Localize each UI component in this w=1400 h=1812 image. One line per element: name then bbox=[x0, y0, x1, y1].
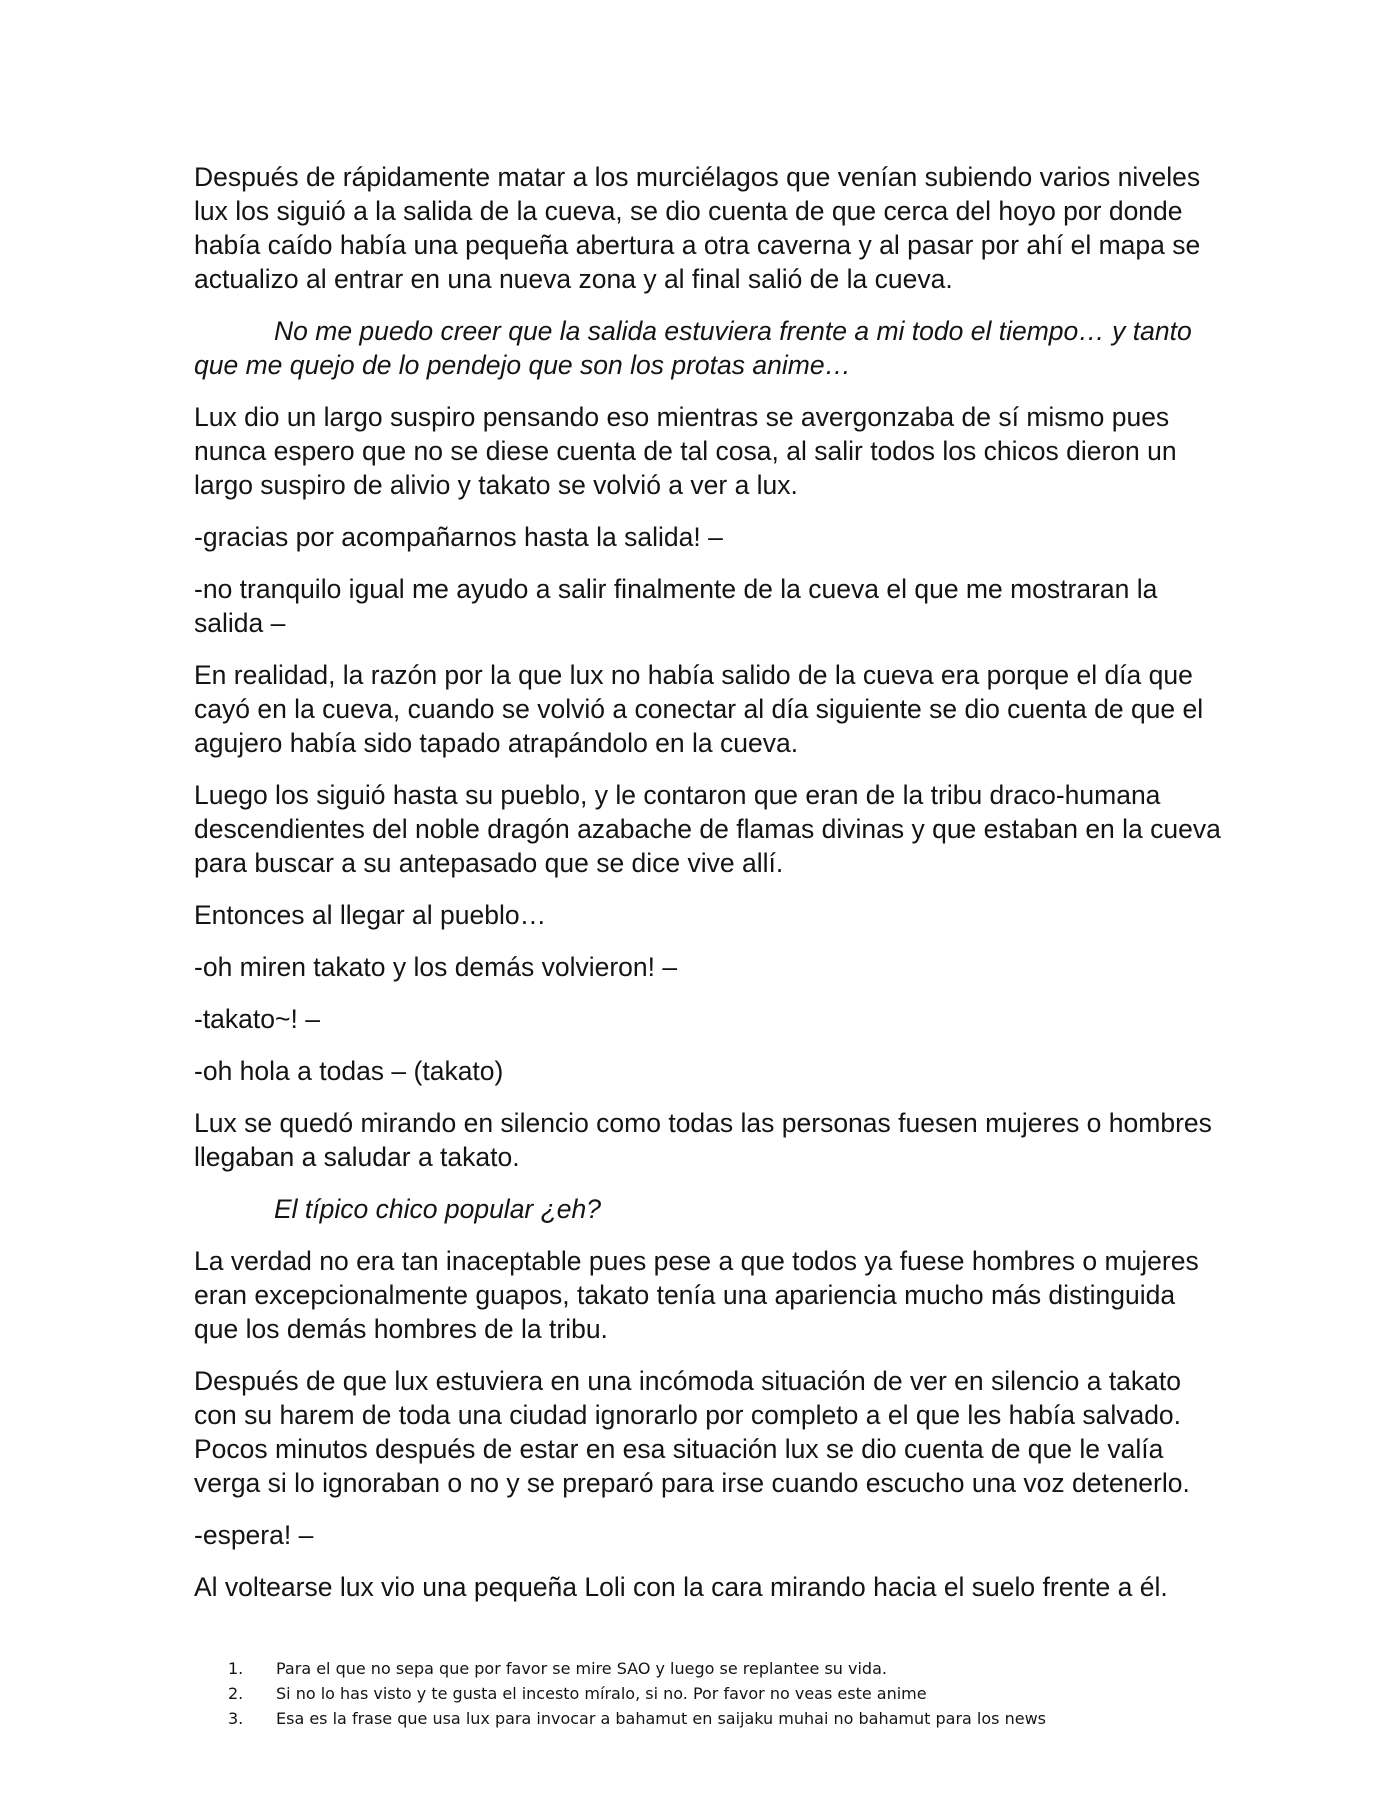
dialogue-line: -espera! – bbox=[194, 1520, 314, 1550]
footnote-text: Si no lo has visto y te gusta el incesto míralo, si no. Por favor no veas este anime bbox=[276, 1684, 927, 1703]
paragraph: Lux dio un largo suspiro pensando eso mientras se avergonzaba de sí mismo pues nunca espero que no se diese cuenta de tal cosa, al salir todos los chicos dieron un largo suspiro de alivio y takato se volvió a ver a lux. bbox=[194, 402, 1177, 500]
footnote-item bbox=[228, 1681, 1228, 1706]
dialogue-line: -oh miren takato y los demás volvieron! – bbox=[194, 952, 678, 982]
paragraph: Después de rápidamente matar a los murciélagos que venían subiendo varios niveles lux los siguió a la salida de la cueva, se dio cuenta de que cerca del hoyo por donde había caído había una pequeña abertura a otra caverna y al pasar por ahí el mapa se actualizo al entrar en una nueva zona y al final salió de la cueva. bbox=[194, 162, 1201, 294]
footnote-text: Para el que no sepa que por favor se mire SAO y luego se replantee su vida. bbox=[276, 1659, 887, 1678]
paragraph: Lux se quedó mirando en silencio como todas las personas fuesen mujeres o hombres llegaban a saludar a takato. bbox=[194, 1108, 1212, 1172]
footnote-number: 1. bbox=[228, 1659, 244, 1678]
dialogue-line: -gracias por acompañarnos hasta la salida! – bbox=[194, 522, 723, 552]
paragraph: Luego los siguió hasta su pueblo, y le contaron que eran de la tribu draco-humana descendientes del noble dragón azabache de flamas divinas y que estaban en la cueva para buscar a su antepasado que se dice vive allí. bbox=[194, 780, 1221, 878]
footnote-number: 2. bbox=[228, 1684, 244, 1703]
dialogue-line: -oh hola a todas – (takato) bbox=[194, 1056, 504, 1086]
paragraph: Al voltearse lux vio una pequeña Loli con la cara mirando hacia el suelo frente a él. bbox=[194, 1572, 1168, 1602]
paragraph: Después de que lux estuviera en una incómoda situación de ver en silencio a takato con su harem de toda una ciudad ignorarlo por completo a el que les había salvado. Pocos minutos después de estar en esa situación lux se dio cuenta de que le valía verga si lo ignoraban o no y se preparó para irse cuando escucho una voz detenerlo. bbox=[194, 1366, 1190, 1498]
footnote-item bbox=[228, 1656, 1228, 1681]
dialogue-line: -no tranquilo igual me ayudo a salir finalmente de la cueva el que me mostraran la salida – bbox=[194, 574, 1158, 638]
paragraph: En realidad, la razón por la que lux no había salido de la cueva era porque el día que cayó en la cueva, cuando se volvió a conectar al día siguiente se dio cuenta de que el agujero había sido tapado atrapándolo en la cueva. bbox=[194, 660, 1204, 758]
thought-paragraph: El típico chico popular ¿eh? bbox=[274, 1194, 602, 1224]
body-text bbox=[194, 160, 1224, 1622]
thought-paragraph: No me puedo creer que la salida estuviera frente a mi todo el tiempo… y tanto que me quejo de lo pendejo que son los protas anime… bbox=[194, 316, 1192, 380]
footnotes-list bbox=[228, 1656, 1228, 1731]
dialogue-line: -takato~! – bbox=[194, 1004, 320, 1034]
footnote-text: Esa es la frase que usa lux para invocar a bahamut en saijaku muhai no bahamut para los news bbox=[276, 1709, 1046, 1728]
paragraph: Entonces al llegar al pueblo… bbox=[194, 900, 547, 930]
footnote-number: 3. bbox=[228, 1709, 244, 1728]
footnote-item bbox=[228, 1706, 1228, 1731]
paragraph: La verdad no era tan inaceptable pues pese a que todos ya fuese hombres o mujeres eran excepcionalmente guapos, takato tenía una apariencia mucho más distinguida que los demás hombres de la tribu. bbox=[194, 1246, 1199, 1344]
